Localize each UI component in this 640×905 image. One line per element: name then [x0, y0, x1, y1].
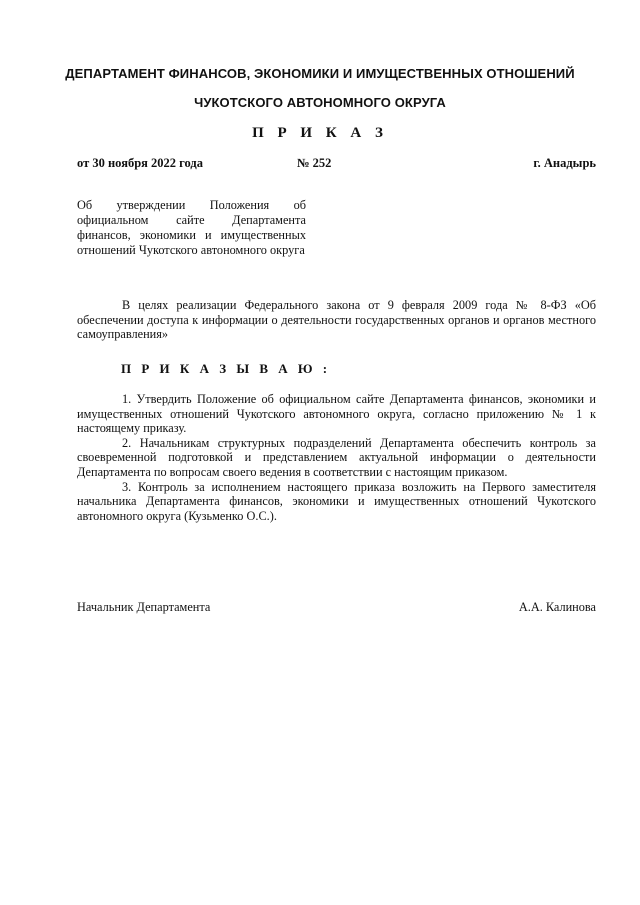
preamble-text: В целях реализации Федерального закона от 9 февраля 2009 года № 8-ФЗ «Об обеспечении доступа к информации о деятельности государственных органов и органов местного самоуправления»	[77, 298, 596, 342]
department-name-line-1: ДЕПАРТАМЕНТ ФИНАНСОВ, ЭКОНОМИКИ И ИМУЩЕСТВЕННЫХ ОТНОШЕНИЙ	[65, 66, 575, 81]
signatory-position: Начальник Департамента	[77, 600, 211, 614]
order-date: от 30 ноября 2022 года	[77, 156, 203, 170]
decree-item-2: 2. Начальникам структурных подразделений Департамента обеспечить контроль за своевременной подготовкой и представлением актуальной информации о деятельности Департамента по вопросам своего ведения в соответствии с настоящим приказом.	[77, 435, 596, 479]
order-place: г. Анадырь	[533, 156, 596, 170]
order-subject: Об утверждении Положения об официальном сайте Департамента финансов, экономики и имущественных отношений Чукотского автономного округа	[77, 198, 306, 257]
decree-item-3: 3. Контроль за исполнением настоящего приказа возложить на Первого заместителя начальника Департамента финансов, экономики и имущественных отношений Чукотского автономного округа (Кузьменко О.С.).	[77, 479, 596, 523]
decree-item-1: 1. Утвердить Положение об официальном сайте Департамента финансов, экономики и имущественных отношений Чукотского автономного округа, согласно приложению № 1 к настоящему приказу.	[77, 392, 596, 436]
department-name-line-2: ЧУКОТСКОГО АВТОНОМНОГО ОКРУГА	[194, 95, 446, 110]
decree-heading: П Р И К А З Ы В А Ю :	[121, 361, 331, 376]
order-number: № 252	[297, 156, 332, 170]
decree-items	[77, 392, 596, 523]
preamble-block	[77, 298, 596, 342]
signatory-name: А.А. Калинова	[518, 600, 596, 614]
document-type-title: П Р И К А З	[252, 125, 388, 141]
